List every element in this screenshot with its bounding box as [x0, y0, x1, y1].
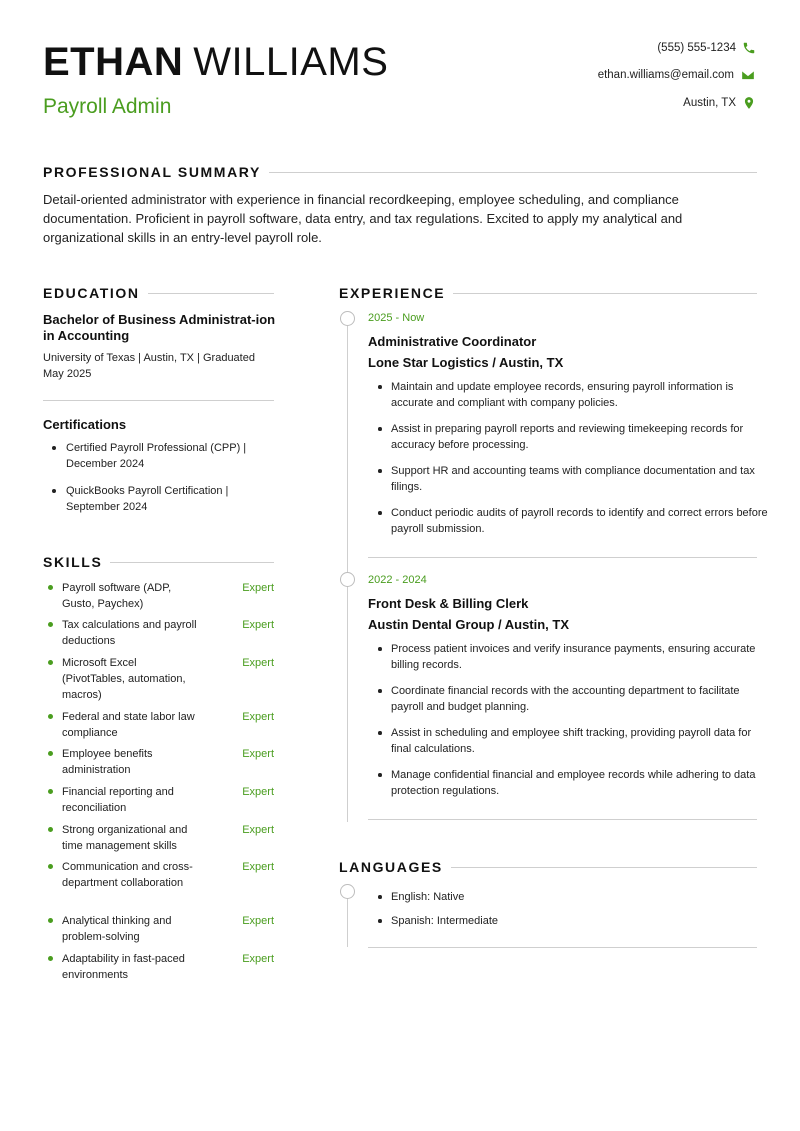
job-dates: 2022 - 2024 [368, 574, 427, 586]
timeline-marker [340, 311, 355, 326]
school-info: University of Texas | Austin, TX | Graduated May 2025 [43, 352, 255, 380]
skill-level: Expert [242, 824, 274, 836]
skill-bullet [48, 751, 53, 756]
certification-item: QuickBooks Payroll Certification | September 2024 [52, 483, 267, 515]
skill-level: Expert [242, 657, 274, 669]
phone-icon [742, 41, 756, 55]
job-role: Payroll Admin [43, 95, 172, 118]
divider [43, 400, 274, 401]
candidate-name [43, 42, 388, 82]
email-icon [740, 68, 756, 82]
skill-level: Expert [242, 915, 274, 927]
skill-bullet [48, 585, 53, 590]
skill-bullet [48, 789, 53, 794]
email-text: ethan.williams@email.com [597, 69, 734, 81]
skill-bullet [48, 660, 53, 665]
language-item: Spanish: Intermediate [378, 913, 773, 929]
skill-level: Expert [242, 711, 274, 723]
skill-bullet [48, 827, 53, 832]
languages-heading: LANGUAGES [339, 859, 757, 875]
bullet [378, 647, 382, 651]
bullet [52, 489, 56, 493]
bullet [378, 689, 382, 693]
job-company: Austin Dental Group / Austin, TX [368, 617, 570, 632]
job-position: Front Desk & Billing Clerk [368, 596, 529, 611]
contact-phone [657, 41, 756, 55]
last-name: WILLIAMS [193, 40, 389, 84]
phone-text: (555) 555-1234 [657, 42, 736, 54]
language-list [378, 889, 773, 939]
divider [451, 867, 757, 868]
job-dates: 2025 - Now [368, 312, 425, 324]
job-position: Administrative Coordinator [368, 334, 537, 349]
job-bullets [378, 641, 773, 809]
skill-bullet [48, 918, 53, 923]
divider [453, 293, 757, 294]
job-bullet: Manage confidential financial and employee records while adhering to data protection regulations. [378, 767, 773, 799]
bullet [378, 511, 382, 515]
skill-bullet [48, 956, 53, 961]
timeline-marker [340, 884, 355, 899]
skills-heading: SKILLS [43, 554, 274, 570]
skill-level: Expert [242, 953, 274, 965]
summary-heading: PROFESSIONAL SUMMARY [43, 164, 757, 180]
bullet [378, 427, 382, 431]
divider [110, 562, 274, 563]
bullet [378, 895, 382, 899]
job-bullet: Support HR and accounting teams with compliance documentation and tax filings. [378, 463, 773, 495]
certifications-heading: Certifications [43, 417, 127, 432]
experience-heading: EXPERIENCE [339, 285, 757, 301]
degree-title: Bachelor of Business Administrat-ion in Accounting [43, 312, 276, 343]
timeline-marker [340, 572, 355, 587]
divider [368, 557, 757, 558]
divider [368, 947, 757, 948]
job-company: Lone Star Logistics / Austin, TX [368, 355, 564, 370]
divider [148, 293, 274, 294]
skill-level: Expert [242, 582, 274, 594]
job-bullet: Process patient invoices and verify insurance payments, ensuring accurate billing records. [378, 641, 773, 673]
skill-level: Expert [242, 786, 274, 798]
contact-email [598, 68, 756, 82]
job-bullet: Maintain and update employee records, ensuring payroll information is accurate and compliant with company policies. [378, 379, 773, 411]
bullet [378, 731, 382, 735]
job-bullet: Assist in preparing payroll reports and reviewing timekeeping records for accuracy before processing. [378, 421, 773, 453]
skill-bullet [48, 622, 53, 627]
job-bullet: Assist in scheduling and employee shift tracking, providing payroll data for final calculations. [378, 725, 773, 757]
bullet [378, 469, 382, 473]
bullet [52, 446, 56, 450]
bullet [378, 773, 382, 777]
summary-text: Detail-oriented administrator with experience in financial recordkeeping, employee scheduling, and compliance documentation. Proficient in payroll software, data entry, and tax regulations. Excited to apply my analytical and organizational skills in an entry-level payroll role. [43, 192, 683, 245]
job-bullets [378, 379, 773, 547]
timeline-line [347, 897, 348, 947]
certification-item: Certified Payroll Professional (CPP) | December 2024 [52, 440, 267, 472]
job-bullet: Conduct periodic audits of payroll records to identify and correct errors before payroll submission. [378, 505, 773, 537]
contact-location [683, 95, 756, 111]
location-pin-icon [742, 95, 756, 111]
job-bullet: Coordinate financial records with the accounting department to facilitate payroll and budget planning. [378, 683, 773, 715]
skill-level: Expert [242, 619, 274, 631]
location-text: Austin, TX [683, 97, 736, 109]
language-item: English: Native [378, 889, 773, 905]
skill-bullet [48, 714, 53, 719]
skill-level: Expert [242, 861, 274, 873]
divider [368, 819, 757, 820]
education-heading: EDUCATION [43, 285, 274, 301]
bullet [378, 919, 382, 923]
skill-level: Expert [242, 748, 274, 760]
skill-bullet [48, 864, 53, 869]
bullet [378, 385, 382, 389]
divider [269, 172, 757, 173]
first-name: ETHAN [43, 40, 184, 84]
